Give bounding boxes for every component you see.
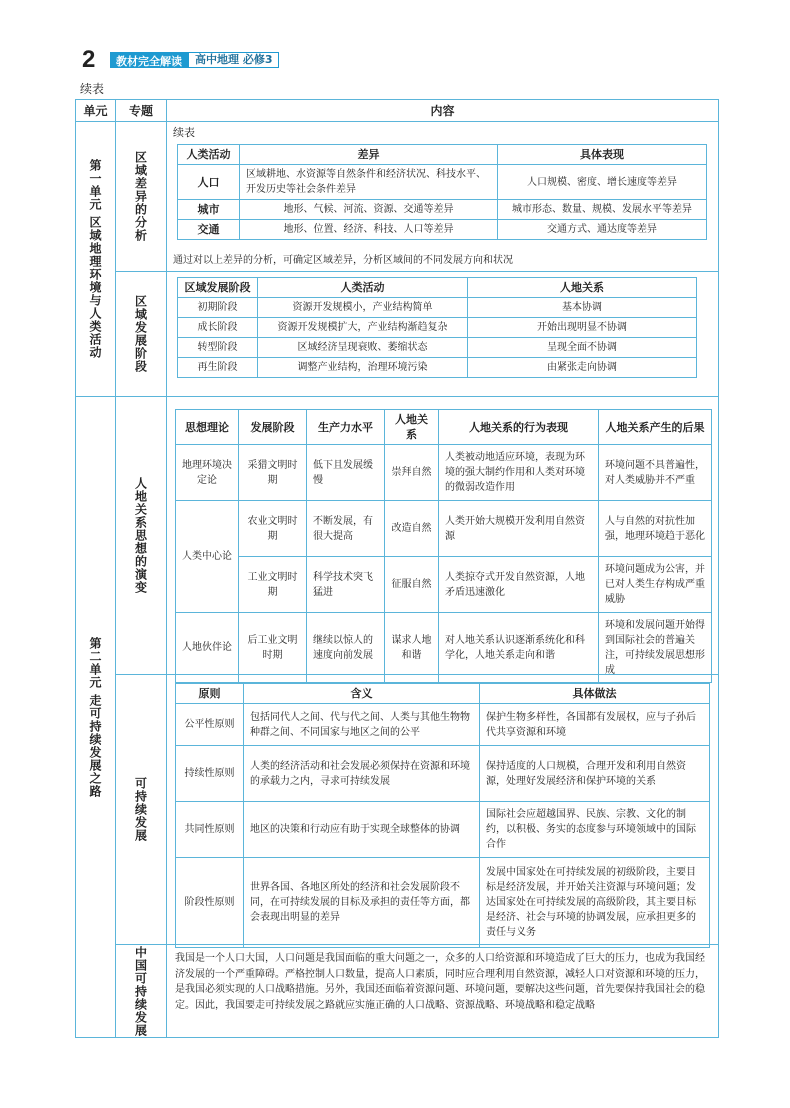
- content-china-sustainable: [167, 945, 718, 1038]
- series-label: 教材完全解读: [110, 52, 188, 68]
- topic-regional-stage: 区域发展阶段: [116, 272, 167, 397]
- topic-man-land: 人地关系思想的演变: [116, 397, 167, 675]
- cell: 城市形态、数量、规模、发展水平等差异: [498, 200, 707, 220]
- cell: 人类中心论: [176, 501, 239, 613]
- cell: 开始出现明显不协调: [468, 318, 697, 338]
- cell: 交通: [178, 220, 240, 240]
- th: 思想理论: [176, 410, 239, 445]
- main-table: [75, 99, 719, 1038]
- th: 具体做法: [480, 684, 710, 704]
- cell: 发展中国家处在可持续发展的初级阶段，主要目标是经济发展，并开始关注资源与环境问题；发达国家处在可持续发展的高级阶段，其主要目标是经济、社会与环境的协调发展，应承担更多的责任与义务: [480, 858, 710, 948]
- table-row: [178, 220, 707, 240]
- man-land-table: [175, 409, 712, 683]
- th: 原则: [176, 684, 244, 704]
- content-regional-stage: [167, 272, 718, 397]
- cell: 地形、位置、经济、科技、人口等差异: [240, 220, 498, 240]
- cell: 由紧张走向协调: [468, 358, 697, 378]
- cell: 保护生物多样性，各国都有发展权，应与子孙后代共享资源和环境: [480, 704, 710, 746]
- table-row: [176, 557, 712, 613]
- content-man-land: [167, 397, 718, 675]
- cell: 地区的决策和行动应有助于实现全球整体的协调: [244, 802, 480, 858]
- th: 区域发展阶段: [178, 278, 258, 298]
- cell: 区域耕地、水资源等自然条件和经济状况、科技水平、开发历史等社会条件差异: [240, 165, 498, 200]
- table-row: [176, 613, 712, 683]
- cell: 资源开发规模扩大，产业结构渐趋复杂: [258, 318, 468, 338]
- cell: 人类掠夺式开发自然资源，人地矛盾迅速激化: [439, 557, 599, 613]
- cell: 人口规模、密度、增长速度等差异: [498, 165, 707, 200]
- table-row: [176, 858, 710, 948]
- th: 生产力水平: [307, 410, 385, 445]
- topic-china-sustainable: 中国可持续发展: [116, 945, 167, 1038]
- cell: 继续以惊人的速度向前发展: [307, 613, 385, 683]
- cell: 改造自然: [385, 501, 439, 557]
- regional-stage-table: [177, 277, 697, 378]
- cell: 地理环境决定论: [176, 445, 239, 501]
- subject-label: 高中地理 必修3: [188, 52, 279, 68]
- cell: 保持适度的人口规模，合理开发和利用自然资源，处理好发展经济和保护环境的关系: [480, 746, 710, 802]
- table-row: [176, 746, 710, 802]
- table-row: [176, 501, 712, 557]
- cell: 人地伙伴论: [176, 613, 239, 683]
- cell: 征服自然: [385, 557, 439, 613]
- cell: 区域经济呈现衰败、萎缩状态: [258, 338, 468, 358]
- cell: 转型阶段: [178, 338, 258, 358]
- cell: 资源开发规模小，产业结构简单: [258, 298, 468, 318]
- cell: 谋求人地和谐: [385, 613, 439, 683]
- cell: 再生阶段: [178, 358, 258, 378]
- continued-label: 续表: [80, 82, 105, 96]
- th: 人地关系产生的后果: [599, 410, 712, 445]
- th: 人类活动: [258, 278, 468, 298]
- th: 差异: [240, 145, 498, 165]
- cell: 持续性原则: [176, 746, 244, 802]
- th: 含义: [244, 684, 480, 704]
- cell: 交通方式、通达度等差异: [498, 220, 707, 240]
- cell: 地形、气候、河流、资源、交通等差异: [240, 200, 498, 220]
- inner-continued: 续表: [173, 126, 195, 139]
- cell: 对人地关系认识逐渐系统化和科学化，人地关系走向和谐: [439, 613, 599, 683]
- cell: 呈现全面不协调: [468, 338, 697, 358]
- cell: 初期阶段: [178, 298, 258, 318]
- cell: 采猎文明时期: [239, 445, 307, 501]
- cell: 人类被动地适应环境，表现为环境的强大制约作用和人类对环境的微弱改造作用: [439, 445, 599, 501]
- table-row: [178, 318, 697, 338]
- cell: 崇拜自然: [385, 445, 439, 501]
- content-regional-diff: [167, 122, 718, 272]
- cell: 基本协调: [468, 298, 697, 318]
- col-head-unit: 单元: [76, 100, 116, 122]
- table-row: [178, 338, 697, 358]
- cell: 人类的经济活动和社会发展必须保持在资源和环境的承载力之内，寻求可持续发展: [244, 746, 480, 802]
- header-banner: [110, 52, 279, 68]
- topic-sustainable: 可持续发展: [116, 675, 167, 945]
- regional-diff-table: [177, 144, 707, 240]
- content-sustainable: [167, 675, 718, 945]
- th: 人类活动: [178, 145, 240, 165]
- cell: 科学技术突飞猛进: [307, 557, 385, 613]
- cell: 国际社会应超越国界、民族、宗教、文化的制约，以积极、务实的态度参与环境领域中的国际合作: [480, 802, 710, 858]
- cell: 工业文明时期: [239, 557, 307, 613]
- cell: 调整产业结构，治理环境污染: [258, 358, 468, 378]
- cell: 低下且发展缓慢: [307, 445, 385, 501]
- cell: 环境和发展问题开始得到国际社会的普遍关注，可持续发展思想形成: [599, 613, 712, 683]
- table-row: [178, 358, 697, 378]
- cell: 环境问题不具普遍性，对人类威胁并不严重: [599, 445, 712, 501]
- col-head-content: 内容: [167, 100, 718, 122]
- th: 发展阶段: [239, 410, 307, 445]
- table-row: [178, 298, 697, 318]
- cell: 阶段性原则: [176, 858, 244, 948]
- table-row: [176, 704, 710, 746]
- cell: 世界各国、各地区所处的经济和社会发展阶段不同，在可持续发展的目标及承担的责任等方面，都会表现出明显的差异: [244, 858, 480, 948]
- table-row: [178, 165, 707, 200]
- cell: 人类开始大规模开发利用自然资源: [439, 501, 599, 557]
- sustainable-table: [175, 683, 710, 948]
- cell: 农业文明时期: [239, 501, 307, 557]
- col-head-topic: 专题: [116, 100, 167, 122]
- cell: 共同性原则: [176, 802, 244, 858]
- topic-regional-diff: 区域差异的分析: [116, 122, 167, 272]
- regional-diff-note: 通过对以上差异的分析，可确定区域差异，分析区域间的不同发展方向和状况: [173, 255, 513, 266]
- unit1-label: 第一单元 区域地理环境与人类活动: [76, 122, 116, 397]
- th: 人地关系的行为表现: [439, 410, 599, 445]
- cell: 人与自然的对抗性加强，地理环境趋于恶化: [599, 501, 712, 557]
- cell: 环境问题成为公害，并已对人类生存构成严重威胁: [599, 557, 712, 613]
- cell: 后工业文明时期: [239, 613, 307, 683]
- china-sustainable-text: 我国是一个人口大国，人口问题是我国面临的重大问题之一，众多的人口给资源和环境造成了巨大的压力，也成为我国经济发展的一个严重障碍。严格控制人口数量，提高人口素质，同时应合理利用自然资源，减轻人口对资源和环境的压力，是我国必须实现的人口战略措施。另外，我国还面临着资源问题、环境问题，要解决这些问题，首先要保持我国社会的稳定。因此，我国要走可持续发展之路就应实施正确的人口战略、资源战略、环境战略和稳定战略: [175, 953, 705, 1011]
- cell: 包括同代人之间、代与代之间、人类与其他生物物种群之间、不同国家与地区之间的公平: [244, 704, 480, 746]
- cell: 不断发展，有很大提高: [307, 501, 385, 557]
- page-number: 2: [82, 46, 96, 73]
- unit2-label: 第二单元 走可持续发展之路: [76, 397, 116, 1038]
- table-row: [176, 802, 710, 858]
- cell: 成长阶段: [178, 318, 258, 338]
- th: 人地关系: [468, 278, 697, 298]
- cell: 人口: [178, 165, 240, 200]
- cell: 城市: [178, 200, 240, 220]
- cell: 公平性原则: [176, 704, 244, 746]
- table-row: [176, 445, 712, 501]
- th: 具体表现: [498, 145, 707, 165]
- table-row: [178, 200, 707, 220]
- th: 人地关系: [385, 410, 439, 445]
